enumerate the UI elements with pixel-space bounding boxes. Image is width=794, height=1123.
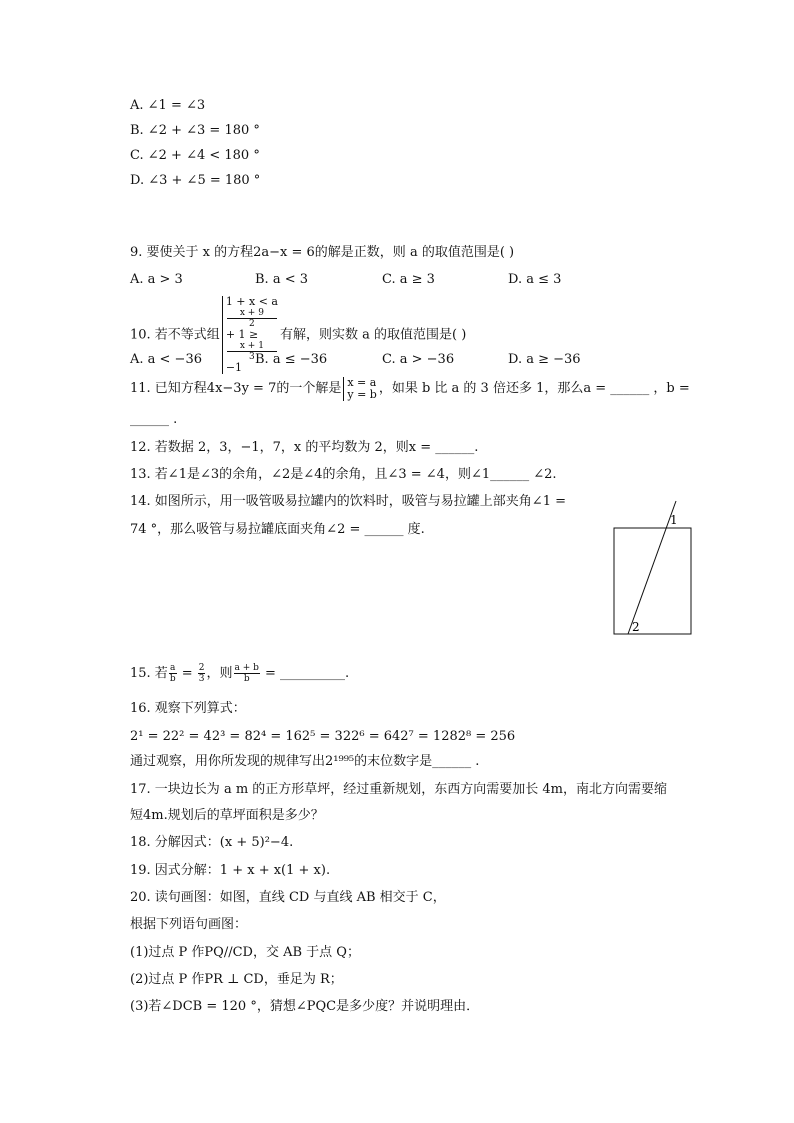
q10-option-d: D. a ≥ −36 (508, 352, 581, 367)
can-outline (614, 528, 691, 634)
q16-stem: 16. 观察下列算式： (130, 701, 246, 716)
q14-line1: 14. 如图所示，用一吸管吸易拉罐内的饮料时，吸管与易拉罐上部夹角∠1 = (130, 494, 566, 509)
q17-line2: 短4m.规划后的草坪面积是多少？ (130, 808, 324, 823)
q20-line1: 20. 读句画图：如图，直线 CD 与直线 AB 相交于 C， (130, 890, 446, 905)
q11-line2: ______ . (130, 412, 178, 427)
solution-system: x = a y = b (343, 377, 376, 401)
q15-stem: 15. 若 $\frac{a}{b}$ = $\frac{2}{3}$ ，则 $\frac{a + b}{b}$ = __________. (130, 663, 350, 684)
q20-step2: (2)过点 P 作PR ⊥ CD，垂足为 R； (130, 972, 343, 987)
angle-label-2: 2 (632, 620, 640, 634)
q20-step1: (1)过点 P 作PQ//CD，交 AB 于点 Q； (130, 945, 360, 960)
q8-option-c: C. ∠2 + ∠4 < 180 ° (130, 148, 260, 163)
q11-stem: 11. 已知方程4x−3y = 7的一个解是 x = a y = b ，如果 b 比 a 的 3 倍还多 1，那么a = ______ ，b = (130, 375, 690, 401)
q14-line2: 74 °，那么吸管与易拉罐底面夹角∠2 = ______ 度. (130, 522, 425, 537)
straw-line (628, 501, 676, 634)
q8-option-b: B. ∠2 + ∠3 = 180 ° (130, 123, 260, 138)
q9-option-c: C. a ≥ 3 (382, 272, 435, 287)
q8-option-a: A. ∠1 = ∠3 (130, 98, 206, 113)
q8-option-d: D. ∠3 + ∠5 = 180 ° (130, 173, 261, 188)
q20-step3: (3)若∠DCB = 120 °，猜想∠PQC是多少度？并说明理由． (130, 999, 480, 1014)
q13-stem: 13. 若∠1是∠3的余角，∠2是∠4的余角，且∠3 = ∠4，则∠1______ ∠2. (130, 467, 557, 482)
q9-option-d: D. a ≤ 3 (508, 272, 562, 287)
can-straw-figure (600, 495, 710, 645)
q16-question: 通过观察，用你所发现的规律写出2¹⁹⁹⁵的末位数字是______ . (130, 754, 480, 769)
q17-line1: 17. 一块边长为 a m 的正方形草坪，经过重新规划，东西方向需要加长 4m，南北方向需要缩 (130, 782, 668, 797)
q10-stem: 10. 若不等式组 1 + x < a x + 9 2 + 1 ≥ x + 1 3 −1 有解，则实数 a 的取值范围是( ) (130, 295, 467, 374)
q16-series: 2¹ = 22² = 42³ = 82⁴ = 162⁵ = 322⁶ = 642⁷ = 1282⁸ = 256 (130, 729, 516, 744)
q9-option-a: A. a > 3 (130, 272, 183, 287)
q10-option-c: C. a > −36 (382, 352, 455, 367)
inequality-system: 1 + x < a x + 9 2 + 1 ≥ x + 1 3 −1 (222, 296, 278, 374)
angle-label-1: 1 (670, 513, 678, 527)
q10-option-a: A. a < −36 (130, 352, 202, 367)
q18-stem: 18. 分解因式：(x + 5)²−4. (130, 835, 294, 850)
q10-option-b: B. a ≤ −36 (255, 352, 328, 367)
q9-option-b: B. a < 3 (255, 272, 308, 287)
q12-stem: 12. 若数据 2，3，−1，7，x 的平均数为 2，则x = ______. (130, 440, 479, 455)
q20-line2: 根据下列语句画图： (130, 917, 248, 932)
q19-stem: 19. 因式分解：1 + x + x(1 + x). (130, 863, 331, 878)
q9-stem: 9. 要使关于 x 的方程2a−x = 6的解是正数，则 a 的取值范围是( ) (130, 245, 515, 260)
